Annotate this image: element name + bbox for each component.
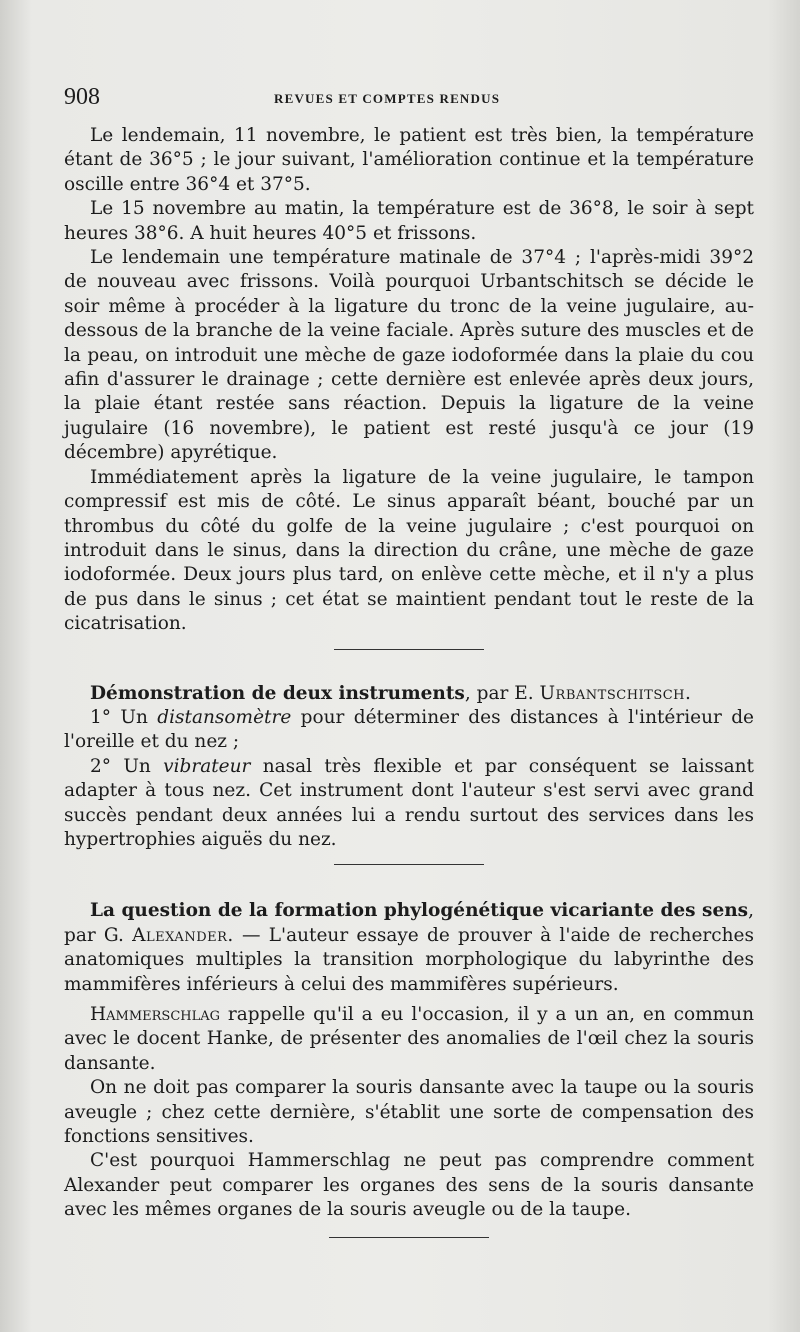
paragraph: Le lendemain une température matinale de 37°4 ; l'après-midi 39°2 de nouveau avec frissons. Voilà pourquoi Urbantschitsch se décide le soir même à procéder à la ligature du tronc de la veine jugulaire, au-dessous de la branche de la veine faciale. Après suture des muscles et de la peau, on introduit une mèche de gaze iodoformée dans la plaie du cou afin d'assurer le drainage ; cette dernière est enlevée après deux jours, la plaie étant restée sans réaction. Depuis la ligature de la veine jugulaire (16 novembre), le patient est resté jusqu'à ce jour (19 décembre) apyrétique.: [64, 247, 754, 464]
page-body: [64, 124, 754, 1238]
section-title: Démonstration de deux instruments: [90, 682, 465, 704]
item-prefix: 1° Un: [90, 706, 158, 728]
paragraph: [64, 1003, 754, 1076]
instrument-term: distansomètre: [157, 706, 292, 728]
person-name: Hammerschlag: [90, 1004, 221, 1025]
author-name: Urbantschitsch.: [539, 682, 692, 704]
paragraph: On ne doit pas comparer la souris dansante avec la taupe ou la souris aveugle ; chez cette dernière, s'établit une sorte de compensation des fonctions sensitives.: [64, 1077, 754, 1148]
page-number: 908: [64, 84, 100, 110]
item-text: pour déterminer des distances à l'intérieur de l'oreille et du nez ;: [64, 706, 755, 753]
page-header: [64, 84, 756, 114]
section-divider: [334, 864, 484, 865]
byline: , par G.: [64, 900, 754, 946]
list-item: [64, 755, 754, 853]
item-prefix: 2° Un: [90, 755, 164, 777]
instrument-term: vibrateur: [163, 755, 251, 777]
item-text: nasal très flexible et par conséquent se laissant adapter à tous nez. Cet instrument dont l'auteur s'est servi avec grand succès pendant deux années lui a rendu surtout des services dans les hypertrophies aiguës du nez.: [64, 755, 754, 850]
paragraph-text: — L'auteur essaye de prouver à l'aide de recherches anatomiques multiples la transition morphologique du labyrinthe des mammifères inférieurs à celui des mammifères supérieurs.: [64, 924, 754, 995]
paragraph: C'est pourquoi Hammerschlag ne peut pas comprendre comment Alexander peut comparer les organes des sens de la souris dansante avec les mêmes organes de la souris aveugle ou de la taupe.: [64, 1150, 754, 1221]
section-heading-paragraph: [64, 899, 754, 997]
paragraph-text: rappelle qu'il a eu l'occasion, il y a un an, en commun avec le docent Hanke, de présenter des anomalies de l'œil chez la souris dansante.: [64, 1004, 754, 1074]
paragraph: Immédiatement après la ligature de la veine jugulaire, le tampon compressif est mis de côté. Le sinus apparaît béant, bouché par un thrombus du côté du golfe de la veine jugulaire ; c'est pourquoi on introduit dans le sinus, dans la direction du crâne, une mèche de gaze iodoformée. Deux jours plus tard, on enlève cette mèche, et il n'y a plus de pus dans le sinus ; cet état se maintient pendant tout le reste de la cicatrisation.: [64, 466, 754, 635]
paragraph: Le 15 novembre au matin, la température est de 36°8, le soir à sept heures 38°6. A huit heures 40°5 et frissons.: [64, 198, 754, 244]
section-divider: [334, 649, 484, 650]
author-name: Alexander.: [132, 924, 234, 946]
paragraph: Le lendemain, 11 novembre, le patient est très bien, la température étant de 36°5 ; le jour suivant, l'amélioration continue et la température oscille entre 36°4 et 37°5.: [64, 125, 754, 195]
section-divider: [329, 1237, 489, 1238]
running-head: REVUES ET COMPTES RENDUS: [274, 91, 501, 106]
byline: , par E.: [464, 682, 540, 704]
list-item: [64, 706, 754, 755]
section-heading-paragraph: [64, 682, 754, 706]
section-title: La question de la formation phylogénétique vicariante des sens: [90, 900, 749, 922]
